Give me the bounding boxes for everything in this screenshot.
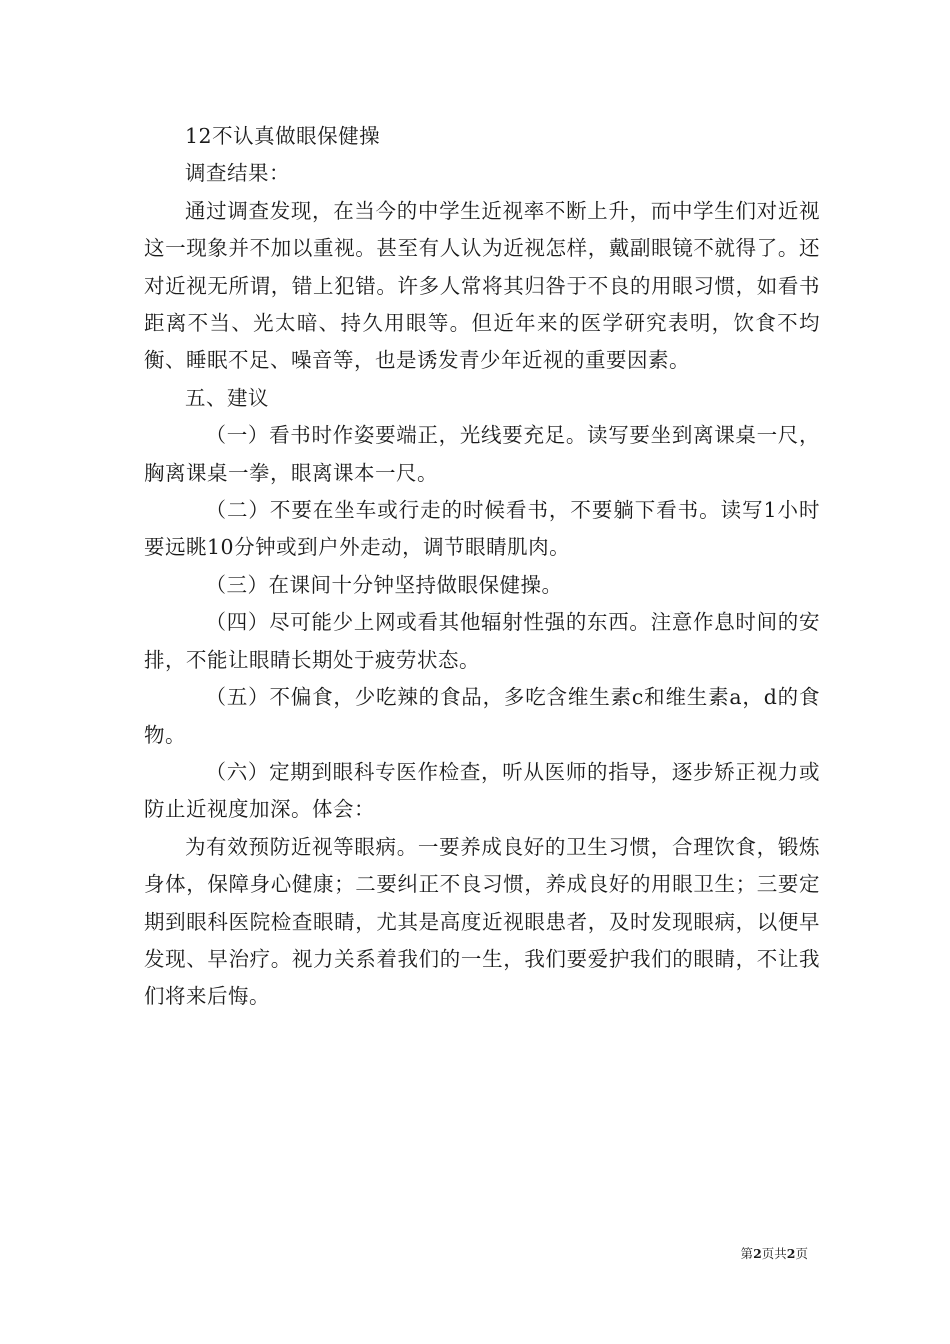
footer-middle: 页共	[761, 1246, 787, 1261]
paragraph-suggestion-5: （五）不偏食，少吃辣的食品，多吃含维生素c和维生素a，d的食物。	[144, 685, 820, 747]
footer-prefix: 第	[740, 1246, 754, 1261]
paragraph-suggestion-3: （三）在课间十分钟坚持做眼保健操。	[205, 572, 563, 597]
page-number-footer	[700, 1246, 808, 1262]
paragraph-suggestions-heading: 五、建议	[185, 385, 269, 410]
footer-suffix: 页	[795, 1246, 808, 1261]
paragraph-suggestion-2: （二）不要在坐车或行走的时候看书，不要躺下看书。读写1小时要远眺10分钟或到户外走动，调节眼睛肌肉。	[144, 498, 820, 560]
paragraph-survey-results-heading: 调查结果：	[185, 161, 290, 186]
paragraph-suggestion-4: （四）尽可能少上网或看其他辐射性强的东西。注意作息时间的安排，不能让眼睛长期处于疲劳状态。	[144, 610, 820, 672]
footer-current-page: 2	[753, 1246, 762, 1261]
paragraph-survey-item-12: 12不认真做眼保健操	[185, 124, 381, 148]
paragraph-suggestion-6: （六）定期到眼科专医作检查，听从医师的指导，逐步矫正视力或防止近视度加深。体会：	[144, 759, 820, 822]
paragraph-reflection: 为有效预防近视等眼病。一要养成良好的卫生习惯，合理饮食，锻炼身体，保障身心健康；二要纠正不良习惯，养成良好的用眼卫生；三要定期到眼科医院检查眼睛，尤其是高度近视眼患者，及时发现眼病，以便早发现、早治疗。视力关系着我们的一生，我们要爱护我们的眼睛，不让我们将来后悔。	[144, 834, 820, 1009]
footer-total-pages: 2	[786, 1246, 796, 1261]
document-body	[144, 118, 820, 1016]
paragraph-suggestion-1: （一）看书时作姿要端正，光线要充足。读写要坐到离课桌一尺，胸离课桌一拳，眼离课本一尺。	[144, 423, 820, 485]
paragraph-survey-findings: 通过调查发现，在当今的中学生近视率不断上升，而中学生们对近视这一现象并不加以重视。甚至有人认为近视怎样，戴副眼镜不就得了。还对近视无所谓，错上犯错。许多人常将其归咎于不良的用眼习惯，如看书距离不当、光太暗、持久用眼等。但近年来的医学研究表明，饮食不均衡、睡眠不足、噪音等，也是诱发青少年近视的重要因素。	[144, 198, 820, 373]
